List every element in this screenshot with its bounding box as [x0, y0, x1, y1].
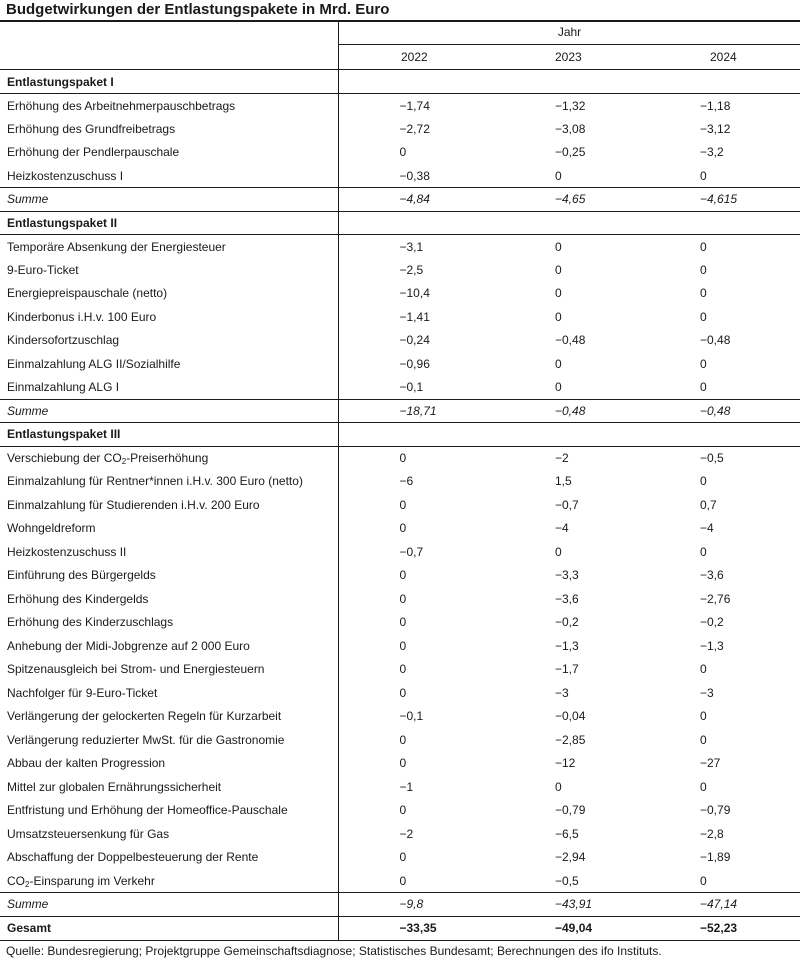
- value-cell-2022: [338, 211, 478, 235]
- table-row: [0, 658, 800, 682]
- row-label: Einmalzahlung ALG II/Sozialhilfe: [0, 352, 338, 376]
- value-cell-2023: −1,32: [478, 94, 632, 118]
- row-label: Umsatzsteuersenkung für Gas: [0, 822, 338, 846]
- value-cell-2024: −3: [700, 685, 714, 700]
- year-header-2024: 2024: [710, 50, 737, 64]
- row-label: Entlastungspaket I: [0, 70, 338, 94]
- value-cell-2024: 0: [700, 779, 707, 794]
- table-row: [0, 540, 800, 564]
- value-cell-2022: −9,8: [338, 893, 478, 917]
- value-cell-2023: −6,5: [555, 826, 579, 841]
- row-label: Einführung des Bürgergelds: [0, 564, 338, 588]
- value-cell-2024: 0: [700, 309, 707, 324]
- value-cell-2024: −1,3: [700, 638, 724, 653]
- table-row: [0, 705, 800, 729]
- bottom-rule: [0, 940, 800, 941]
- table-row: [0, 752, 800, 776]
- data-table: [0, 70, 800, 940]
- table-row: [0, 470, 800, 494]
- value-cell-2022: −4,84: [338, 188, 478, 212]
- value-cell-2022: 0: [399, 497, 407, 512]
- value-cell-2023: 0: [555, 286, 562, 301]
- value-cell-2022: 0: [399, 662, 407, 677]
- value-cell-2024: −4,615: [632, 188, 800, 212]
- value-cell-2023: 0: [555, 779, 562, 794]
- value-cell-2024: −3,12: [700, 121, 731, 136]
- value-cell-2024: −0,2: [700, 615, 724, 630]
- row-label: Entfristung und Erhöhung der Homeoffice-Pauschale: [0, 799, 338, 823]
- value-cell-2022: −0,1: [399, 380, 424, 394]
- row-label: Anhebung der Midi-Jobgrenze auf 2 000 Euro: [0, 634, 338, 658]
- value-cell-2022: −1,41: [399, 309, 430, 324]
- table-row: [0, 235, 800, 259]
- value-cell-2022: −18,71: [338, 399, 478, 423]
- year-group-header: Jahr: [557, 25, 582, 39]
- table-row: [0, 141, 800, 165]
- value-cell-2023: −0,7: [555, 497, 579, 512]
- value-cell-2023: −0,79: [555, 803, 586, 818]
- value-cell-2022: −2,5: [399, 262, 424, 277]
- value-cell-2024: [632, 70, 800, 94]
- value-cell-2023: −0,48: [478, 399, 632, 423]
- table-row: [0, 329, 800, 353]
- table-row: [0, 564, 800, 588]
- value-cell-2022: −2,72: [399, 121, 430, 136]
- value-cell-2024: 0: [700, 168, 707, 183]
- table-row: [0, 634, 800, 658]
- row-label: Entlastungspaket II: [0, 211, 338, 235]
- row-label: Gesamt: [0, 916, 338, 940]
- value-cell-2024: 0: [700, 356, 707, 371]
- year-header-2022: 2022: [401, 50, 428, 64]
- table-row: [0, 799, 800, 823]
- value-cell-2022: [338, 70, 478, 94]
- section-row: [0, 423, 800, 447]
- table-row: [0, 117, 800, 141]
- value-cell-2023: −43,91: [478, 893, 632, 917]
- section-row: [0, 70, 800, 94]
- row-label: Energiepreispauschale (netto): [0, 282, 338, 306]
- value-cell-2024: −0,48: [700, 333, 731, 348]
- row-label: Kindersofortzuschlag: [0, 329, 338, 353]
- value-cell-2024: 0: [700, 873, 707, 888]
- row-label: 9-Euro-Ticket: [0, 258, 338, 282]
- table-row: [0, 517, 800, 541]
- table-row: [0, 728, 800, 752]
- row-label: [0, 446, 338, 470]
- value-cell-2023: −3,3: [555, 568, 579, 583]
- value-cell-2023: −12: [555, 756, 576, 771]
- row-label: Erhöhung des Kinderzuschlags: [0, 611, 338, 635]
- value-cell-2022: 0: [399, 873, 407, 888]
- sum-row: [0, 893, 800, 917]
- table-row: [0, 94, 800, 118]
- value-cell-2024: 0: [700, 709, 707, 724]
- row-label: Temporäre Absenkung der Energiesteuer: [0, 235, 338, 259]
- value-cell-2022: −2: [399, 826, 414, 841]
- table-row: [0, 681, 800, 705]
- row-label: Erhöhung des Grundfreibetrags: [0, 117, 338, 141]
- label-part: CO: [7, 873, 25, 888]
- value-cell-2022: 0: [399, 732, 407, 747]
- value-cell-2022: −0,24: [399, 333, 430, 348]
- value-cell-2023: [478, 70, 632, 94]
- table-row: [0, 846, 800, 870]
- value-cell-2024: −47,14: [632, 893, 800, 917]
- value-cell-2024: 0,7: [700, 497, 717, 512]
- value-cell-2023: −0,48: [555, 333, 586, 348]
- value-cell-2024: −1,89: [700, 850, 731, 865]
- value-cell-2022: 0: [338, 446, 478, 470]
- value-cell-2024: −2,76: [700, 591, 731, 606]
- value-cell-2023: −2,85: [555, 732, 586, 747]
- value-cell-2023: −4: [555, 521, 569, 536]
- value-cell-2024: −2,8: [700, 826, 724, 841]
- value-cell-2023: 0: [478, 235, 632, 259]
- value-cell-2023: −2,94: [555, 850, 586, 865]
- value-cell-2022: −10,4: [399, 286, 430, 301]
- row-label: Mittel zur globalen Ernährungssicherheit: [0, 775, 338, 799]
- value-cell-2023: −49,04: [478, 916, 632, 940]
- table-row: [0, 164, 800, 188]
- value-cell-2024: −1,18: [632, 94, 800, 118]
- row-label: Einmalzahlung für Studierenden i.H.v. 200 Euro: [0, 493, 338, 517]
- value-cell-2022: 0: [399, 591, 407, 606]
- row-label: Abschaffung der Doppelbesteuerung der Rente: [0, 846, 338, 870]
- value-cell-2022: 0: [399, 145, 407, 160]
- value-cell-2023: −1,7: [555, 662, 579, 677]
- year-group-rule: [339, 44, 800, 45]
- value-cell-2022: −6: [399, 474, 414, 489]
- row-label: Verlängerung reduzierter MwSt. für die Gastronomie: [0, 728, 338, 752]
- value-cell-2022: −0,38: [399, 168, 430, 183]
- table-row: [0, 376, 800, 400]
- value-cell-2022: 0: [399, 756, 407, 771]
- label-part: -Preiserhöhung: [126, 451, 209, 465]
- value-cell-2023: −1,3: [555, 638, 579, 653]
- row-label: Abbau der kalten Progression: [0, 752, 338, 776]
- value-cell-2022: 0: [399, 638, 407, 653]
- value-cell-2022: −33,35: [338, 916, 478, 940]
- row-label: Nachfolger für 9-Euro-Ticket: [0, 681, 338, 705]
- value-cell-2023: −0,04: [555, 709, 586, 724]
- value-cell-2022: 0: [399, 615, 407, 630]
- source-note: Quelle: Bundesregierung; Projektgruppe Gemeinschaftsdiagnose; Statistisches Bundesamt; Berechnungen des ifo Instituts.: [6, 944, 662, 958]
- table-row: [0, 611, 800, 635]
- table-row: [0, 869, 800, 893]
- value-cell-2022: 0: [399, 685, 407, 700]
- value-cell-2024: 0: [700, 262, 707, 277]
- row-label: Summe: [0, 893, 338, 917]
- value-cell-2024: [632, 423, 800, 447]
- value-cell-2024: −3,6: [700, 568, 724, 583]
- value-cell-2022: −0,96: [399, 356, 430, 371]
- row-label: Erhöhung des Kindergelds: [0, 587, 338, 611]
- value-cell-2022: −0,1: [399, 709, 424, 724]
- table-row: [0, 352, 800, 376]
- value-cell-2024: 0: [700, 380, 707, 394]
- table-row: [0, 493, 800, 517]
- table-title: Budgetwirkungen der Entlastungspakete in Mrd. Euro: [6, 1, 390, 18]
- value-cell-2022: 0: [399, 803, 407, 818]
- row-label: Kinderbonus i.H.v. 100 Euro: [0, 305, 338, 329]
- row-label: Erhöhung der Pendlerpauschale: [0, 141, 338, 165]
- label-subscript: 2: [121, 457, 127, 466]
- total-row: [0, 916, 800, 940]
- value-cell-2024: −52,23: [632, 916, 800, 940]
- value-cell-2023: 0: [555, 168, 562, 183]
- table-row: [0, 305, 800, 329]
- row-label: Entlastungspaket III: [0, 423, 338, 447]
- value-cell-2024: 0: [700, 544, 707, 559]
- row-label: Heizkostenzuschuss I: [0, 164, 338, 188]
- value-cell-2024: −3,2: [700, 145, 724, 160]
- value-cell-2022: −3,1: [338, 235, 478, 259]
- value-cell-2023: 0: [555, 262, 562, 277]
- value-cell-2023: −2: [478, 446, 632, 470]
- value-cell-2022: 0: [399, 521, 407, 536]
- table-row: [0, 282, 800, 306]
- row-label: Erhöhung des Arbeitnehmerpauschbetrags: [0, 94, 338, 118]
- value-cell-2023: −3,08: [555, 121, 586, 136]
- table-row: [0, 775, 800, 799]
- value-cell-2023: [478, 211, 632, 235]
- row-label: Heizkostenzuschuss II: [0, 540, 338, 564]
- year-header-2023: 2023: [555, 50, 582, 64]
- value-cell-2023: −3: [555, 685, 569, 700]
- value-cell-2022: 0: [399, 568, 407, 583]
- value-cell-2023: 0: [555, 544, 562, 559]
- value-cell-2023: 0: [555, 356, 562, 371]
- row-label: Spitzenausgleich bei Strom- und Energiesteuern: [0, 658, 338, 682]
- value-cell-2024: −4: [700, 521, 714, 536]
- table-row: [0, 258, 800, 282]
- table-row: [0, 446, 800, 470]
- value-cell-2022: −1: [399, 779, 414, 794]
- value-cell-2024: −0,79: [700, 803, 731, 818]
- value-cell-2024: −27: [700, 756, 721, 771]
- value-cell-2023: −0,2: [555, 615, 579, 630]
- value-cell-2024: 0: [700, 732, 707, 747]
- row-label: Verlängerung der gelockerten Regeln für Kurzarbeit: [0, 705, 338, 729]
- value-cell-2023: 0: [555, 380, 562, 394]
- label-part: -Einsparung im Verkehr: [29, 873, 155, 888]
- table-row: [0, 822, 800, 846]
- label-part: Verschiebung der CO: [7, 451, 122, 465]
- row-label: Einmalzahlung für Rentner*innen i.H.v. 300 Euro (netto): [0, 470, 338, 494]
- value-cell-2024: −0,5: [632, 446, 800, 470]
- value-cell-2024: 0: [700, 474, 707, 489]
- value-cell-2024: 0: [700, 286, 707, 301]
- value-cell-2023: −0,25: [555, 145, 586, 160]
- value-cell-2024: 0: [632, 235, 800, 259]
- sum-row: [0, 188, 800, 212]
- value-cell-2023: −4,65: [478, 188, 632, 212]
- value-cell-2022: −0,7: [399, 544, 424, 559]
- value-cell-2022: 0: [399, 850, 407, 865]
- value-cell-2024: −0,48: [632, 399, 800, 423]
- row-label: [0, 869, 338, 893]
- value-cell-2024: [632, 211, 800, 235]
- row-label: Einmalzahlung ALG I: [0, 376, 338, 400]
- value-cell-2022: −1,74: [338, 94, 478, 118]
- label-subscript: 2: [25, 879, 30, 889]
- value-cell-2024: 0: [700, 662, 707, 677]
- row-label: Summe: [0, 399, 338, 423]
- value-cell-2022: [338, 423, 478, 447]
- sum-row: [0, 399, 800, 423]
- section-row: [0, 211, 800, 235]
- value-cell-2023: 1,5: [555, 474, 572, 489]
- row-label: Summe: [0, 188, 338, 212]
- row-label: Wohngeldreform: [0, 517, 338, 541]
- value-cell-2023: −0,5: [555, 873, 579, 888]
- table-row: [0, 587, 800, 611]
- value-cell-2023: [478, 423, 632, 447]
- value-cell-2023: −3,6: [555, 591, 579, 606]
- value-cell-2023: 0: [555, 309, 562, 324]
